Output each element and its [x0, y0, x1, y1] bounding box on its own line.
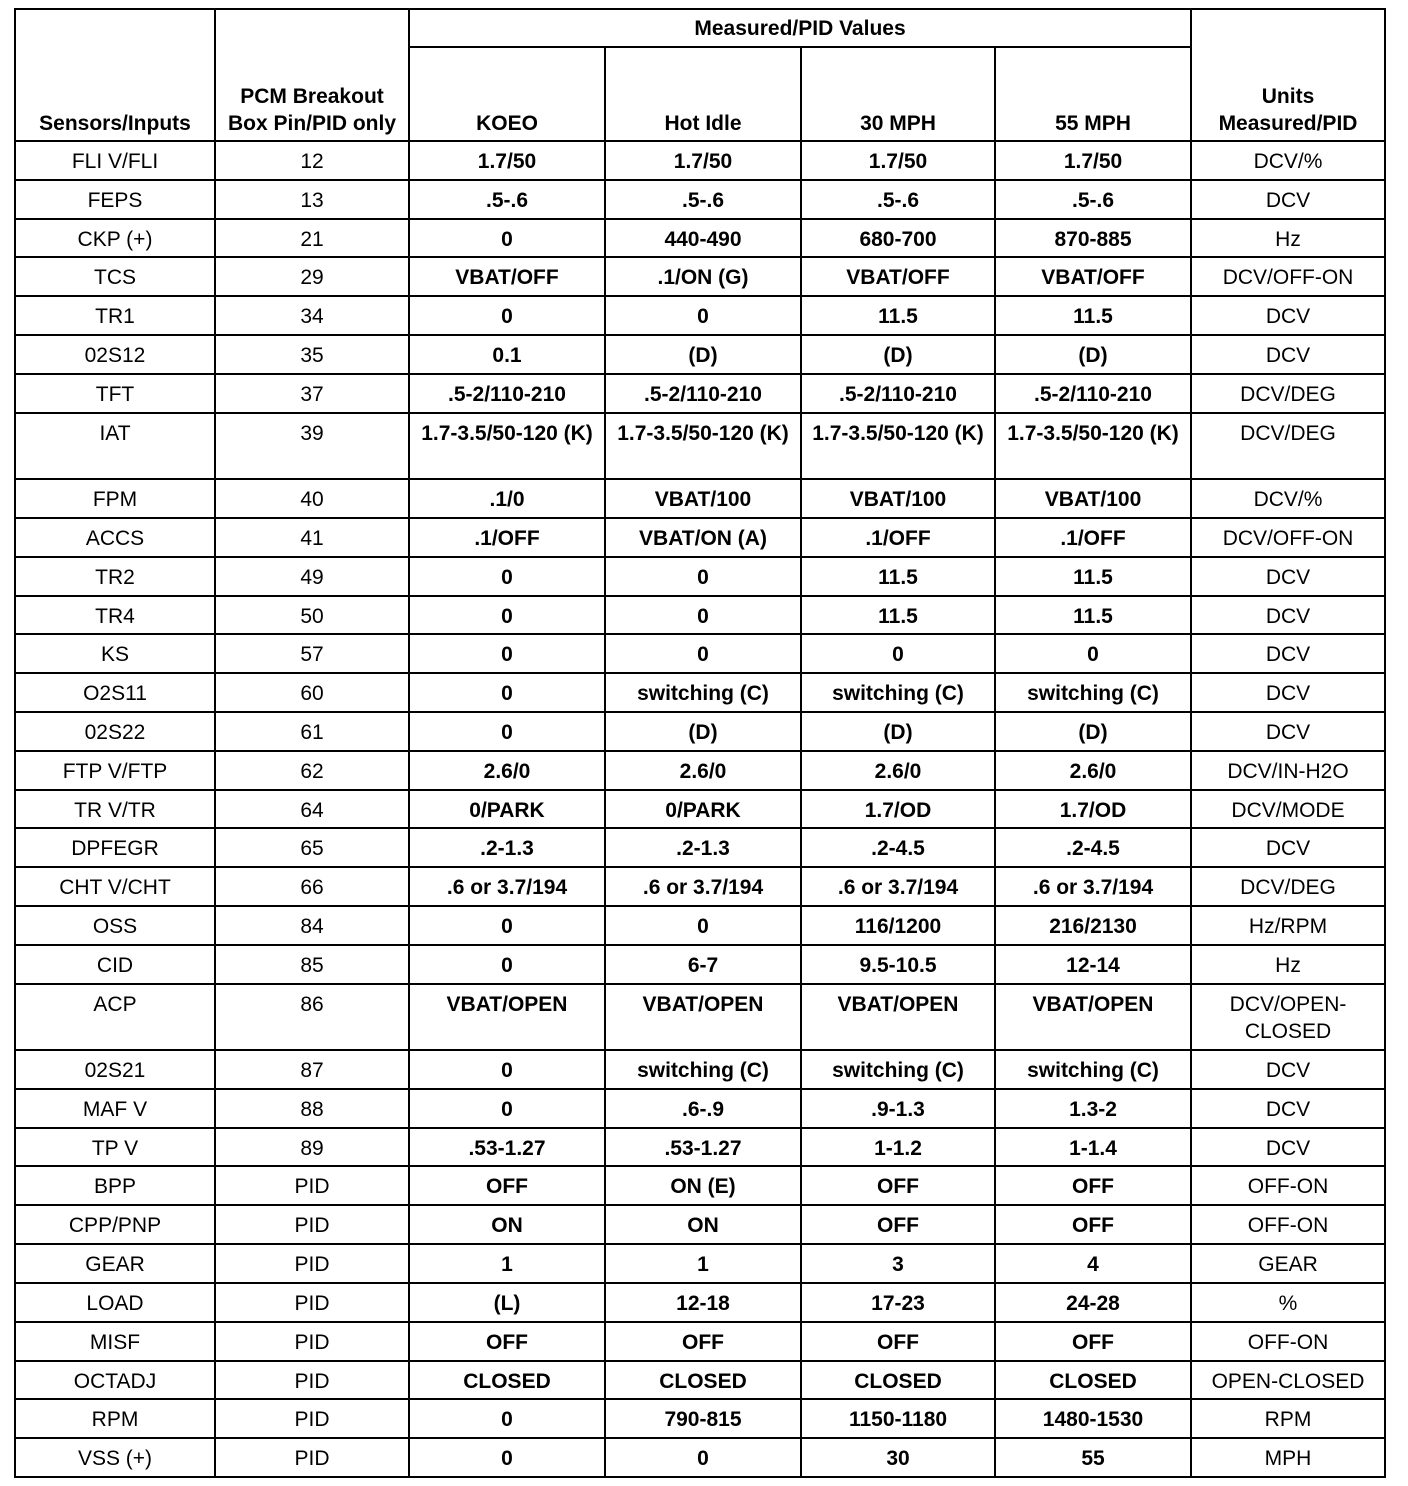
koeo-value-cell: 0 [409, 557, 605, 596]
sensor-input-cell: TR4 [15, 596, 215, 635]
sensor-input-cell: FLI V/FLI [15, 141, 215, 180]
table-row [15, 867, 1385, 906]
pcm-pin-cell: 86 [215, 984, 409, 1050]
mph55-value-cell: 1.7-3.5/50-120 (K) [995, 413, 1191, 479]
units-cell: OFF-ON [1191, 1205, 1385, 1244]
koeo-value-cell: (L) [409, 1283, 605, 1322]
hot-idle-value-cell: 1.7-3.5/50-120 (K) [605, 413, 801, 479]
mph55-value-cell: VBAT/OFF [995, 257, 1191, 296]
table-row [15, 1322, 1385, 1361]
sensor-input-cell: 02S21 [15, 1050, 215, 1089]
sensor-input-cell: TR V/TR [15, 790, 215, 829]
hot-idle-value-cell: .53-1.27 [605, 1128, 801, 1167]
mph30-value-cell: 9.5-10.5 [801, 945, 995, 984]
table-row [15, 1283, 1385, 1322]
sensor-input-cell: LOAD [15, 1283, 215, 1322]
hot-idle-value-cell: .2-1.3 [605, 828, 801, 867]
header-55-mph: 55 MPH [995, 47, 1191, 141]
hot-idle-value-cell: 790-815 [605, 1399, 801, 1438]
mph30-value-cell: 0 [801, 634, 995, 673]
koeo-value-cell: .1/0 [409, 479, 605, 518]
mph30-value-cell: 116/1200 [801, 906, 995, 945]
table-row [15, 1166, 1385, 1205]
mph30-value-cell: (D) [801, 335, 995, 374]
mph55-value-cell: 12-14 [995, 945, 1191, 984]
koeo-value-cell: 1.7/50 [409, 141, 605, 180]
sensor-input-cell: BPP [15, 1166, 215, 1205]
table-row [15, 518, 1385, 557]
mph30-value-cell: 1.7/OD [801, 790, 995, 829]
sensor-input-cell: ACCS [15, 518, 215, 557]
mph55-value-cell: .2-4.5 [995, 828, 1191, 867]
mph55-value-cell: .5-2/110-210 [995, 374, 1191, 413]
sensor-input-cell: IAT [15, 413, 215, 479]
pcm-pin-cell: 61 [215, 712, 409, 751]
mph55-value-cell: 216/2130 [995, 906, 1191, 945]
table-row [15, 1399, 1385, 1438]
pcm-pin-cell: 65 [215, 828, 409, 867]
units-cell: DCV [1191, 1050, 1385, 1089]
table-row [15, 219, 1385, 258]
mph55-value-cell: (D) [995, 335, 1191, 374]
mph30-value-cell: (D) [801, 712, 995, 751]
koeo-value-cell: 0/PARK [409, 790, 605, 829]
mph55-value-cell: VBAT/100 [995, 479, 1191, 518]
units-cell: Hz [1191, 945, 1385, 984]
koeo-value-cell: 0 [409, 1089, 605, 1128]
hot-idle-value-cell: 2.6/0 [605, 751, 801, 790]
hot-idle-value-cell: 0 [605, 906, 801, 945]
pcm-pin-cell: 35 [215, 335, 409, 374]
koeo-value-cell: 1 [409, 1244, 605, 1283]
koeo-value-cell: 0 [409, 712, 605, 751]
mph30-value-cell: .1/OFF [801, 518, 995, 557]
table-row [15, 1128, 1385, 1167]
units-cell: DCV/OFF-ON [1191, 257, 1385, 296]
pcm-pin-cell: 40 [215, 479, 409, 518]
sensor-input-cell: CKP (+) [15, 219, 215, 258]
pcm-pin-cell: 60 [215, 673, 409, 712]
pcm-pin-cell: PID [215, 1322, 409, 1361]
header-units-measured: Units Measured/PID [1191, 9, 1385, 141]
mph55-value-cell: 55 [995, 1438, 1191, 1477]
units-cell: DCV [1191, 634, 1385, 673]
koeo-value-cell: CLOSED [409, 1361, 605, 1400]
pcm-pin-cell: 21 [215, 219, 409, 258]
mph30-value-cell: VBAT/100 [801, 479, 995, 518]
koeo-value-cell: 0 [409, 673, 605, 712]
koeo-value-cell: 1.7-3.5/50-120 (K) [409, 413, 605, 479]
table-row [15, 557, 1385, 596]
sensor-input-cell: MAF V [15, 1089, 215, 1128]
mph55-value-cell: 1.7/50 [995, 141, 1191, 180]
units-cell: DCV [1191, 1128, 1385, 1167]
koeo-value-cell: VBAT/OPEN [409, 984, 605, 1050]
koeo-value-cell: 0 [409, 296, 605, 335]
mph30-value-cell: OFF [801, 1166, 995, 1205]
koeo-value-cell: 0 [409, 219, 605, 258]
units-cell: DCV [1191, 712, 1385, 751]
table-row [15, 712, 1385, 751]
mph55-value-cell: 2.6/0 [995, 751, 1191, 790]
units-cell: DCV [1191, 296, 1385, 335]
mph30-value-cell: VBAT/OFF [801, 257, 995, 296]
sensor-input-cell: FTP V/FTP [15, 751, 215, 790]
table-row [15, 790, 1385, 829]
sensor-input-cell: 02S22 [15, 712, 215, 751]
pcm-pin-cell: 41 [215, 518, 409, 557]
mph55-value-cell: 11.5 [995, 596, 1191, 635]
mph30-value-cell: 11.5 [801, 557, 995, 596]
pcm-pin-cell: 34 [215, 296, 409, 335]
mph30-value-cell: 11.5 [801, 596, 995, 635]
units-cell: OPEN-CLOSED [1191, 1361, 1385, 1400]
pcm-pin-cell: 12 [215, 141, 409, 180]
pcm-pin-cell: 84 [215, 906, 409, 945]
mph55-value-cell: 11.5 [995, 296, 1191, 335]
pcm-pin-cell: 57 [215, 634, 409, 673]
mph55-value-cell: switching (C) [995, 1050, 1191, 1089]
mph30-value-cell: VBAT/OPEN [801, 984, 995, 1050]
pcm-pin-cell: 89 [215, 1128, 409, 1167]
pcm-pin-cell: PID [215, 1205, 409, 1244]
mph55-value-cell: 24-28 [995, 1283, 1191, 1322]
units-cell: DCV/IN-H2O [1191, 751, 1385, 790]
koeo-value-cell: OFF [409, 1322, 605, 1361]
units-cell: DCV/DEG [1191, 374, 1385, 413]
hot-idle-value-cell: .5-2/110-210 [605, 374, 801, 413]
mph30-value-cell: 680-700 [801, 219, 995, 258]
mph55-value-cell: .1/OFF [995, 518, 1191, 557]
table-row [15, 596, 1385, 635]
koeo-value-cell: .6 or 3.7/194 [409, 867, 605, 906]
units-cell: Hz [1191, 219, 1385, 258]
mph55-value-cell: 0 [995, 634, 1191, 673]
mph55-value-cell: 4 [995, 1244, 1191, 1283]
hot-idle-value-cell: (D) [605, 335, 801, 374]
units-cell: RPM [1191, 1399, 1385, 1438]
koeo-value-cell: VBAT/OFF [409, 257, 605, 296]
units-cell: DCV [1191, 180, 1385, 219]
table-body [15, 141, 1385, 1477]
hot-idle-value-cell: 1.7/50 [605, 141, 801, 180]
koeo-value-cell: .53-1.27 [409, 1128, 605, 1167]
mph55-value-cell: 870-885 [995, 219, 1191, 258]
mph55-value-cell: OFF [995, 1166, 1191, 1205]
table-row [15, 257, 1385, 296]
header-hot-idle: Hot Idle [605, 47, 801, 141]
hot-idle-value-cell: 0 [605, 634, 801, 673]
table-row [15, 1244, 1385, 1283]
table-row [15, 296, 1385, 335]
hot-idle-value-cell: VBAT/ON (A) [605, 518, 801, 557]
hot-idle-value-cell: switching (C) [605, 1050, 801, 1089]
pcm-pin-cell: 50 [215, 596, 409, 635]
sensor-input-cell: TP V [15, 1128, 215, 1167]
hot-idle-value-cell: .5-.6 [605, 180, 801, 219]
units-cell: DCV [1191, 673, 1385, 712]
table-row [15, 374, 1385, 413]
sensor-input-cell: FEPS [15, 180, 215, 219]
table-row [15, 945, 1385, 984]
units-cell: DCV/DEG [1191, 413, 1385, 479]
sensor-input-cell: OSS [15, 906, 215, 945]
hot-idle-value-cell: VBAT/OPEN [605, 984, 801, 1050]
sensor-input-cell: FPM [15, 479, 215, 518]
mph30-value-cell: 1.7/50 [801, 141, 995, 180]
pcm-pin-cell: 85 [215, 945, 409, 984]
table-row [15, 906, 1385, 945]
units-cell: DCV/% [1191, 141, 1385, 180]
mph30-value-cell: 2.6/0 [801, 751, 995, 790]
mph30-value-cell: .5-.6 [801, 180, 995, 219]
hot-idle-value-cell: 440-490 [605, 219, 801, 258]
sensor-input-cell: TFT [15, 374, 215, 413]
koeo-value-cell: .5-.6 [409, 180, 605, 219]
mph55-value-cell: (D) [995, 712, 1191, 751]
koeo-value-cell: 0 [409, 634, 605, 673]
sensor-input-cell: MISF [15, 1322, 215, 1361]
pcm-pin-cell: PID [215, 1283, 409, 1322]
pcm-pin-cell: PID [215, 1361, 409, 1400]
pid-values-table [14, 8, 1386, 1478]
units-cell: DCV/OPEN-CLOSED [1191, 984, 1385, 1050]
hot-idle-value-cell: 0/PARK [605, 790, 801, 829]
koeo-value-cell: 2.6/0 [409, 751, 605, 790]
mph55-value-cell: 1.3-2 [995, 1089, 1191, 1128]
mph55-value-cell: VBAT/OPEN [995, 984, 1191, 1050]
pcm-pin-cell: 62 [215, 751, 409, 790]
koeo-value-cell: 0 [409, 1438, 605, 1477]
sensor-input-cell: CID [15, 945, 215, 984]
units-cell: DCV/DEG [1191, 867, 1385, 906]
units-cell: Hz/RPM [1191, 906, 1385, 945]
hot-idle-value-cell: (D) [605, 712, 801, 751]
mph55-value-cell: 1-1.4 [995, 1128, 1191, 1167]
mph55-value-cell: OFF [995, 1205, 1191, 1244]
hot-idle-value-cell: CLOSED [605, 1361, 801, 1400]
sensor-input-cell: TR2 [15, 557, 215, 596]
table-row [15, 673, 1385, 712]
header-measured-pid-values: Measured/PID Values [409, 9, 1191, 47]
hot-idle-value-cell: VBAT/100 [605, 479, 801, 518]
header-pcm-breakout-box: PCM Breakout Box Pin/PID only [215, 9, 409, 141]
units-cell: GEAR [1191, 1244, 1385, 1283]
koeo-value-cell: 0 [409, 906, 605, 945]
mph55-value-cell: .5-.6 [995, 180, 1191, 219]
units-cell: DCV [1191, 596, 1385, 635]
hot-idle-value-cell: 0 [605, 557, 801, 596]
units-cell: DCV/% [1191, 479, 1385, 518]
mph30-value-cell: 17-23 [801, 1283, 995, 1322]
mph55-value-cell: .6 or 3.7/194 [995, 867, 1191, 906]
table-row [15, 1089, 1385, 1128]
table-row [15, 180, 1385, 219]
hot-idle-value-cell: 6-7 [605, 945, 801, 984]
mph30-value-cell: 30 [801, 1438, 995, 1477]
koeo-value-cell: 0 [409, 596, 605, 635]
hot-idle-value-cell: 1 [605, 1244, 801, 1283]
sensor-input-cell: VSS (+) [15, 1438, 215, 1477]
koeo-value-cell: .2-1.3 [409, 828, 605, 867]
pcm-pin-cell: PID [215, 1399, 409, 1438]
units-cell: MPH [1191, 1438, 1385, 1477]
pcm-pin-cell: 39 [215, 413, 409, 479]
table-row [15, 1438, 1385, 1477]
table-row [15, 828, 1385, 867]
mph30-value-cell: 1-1.2 [801, 1128, 995, 1167]
mph55-value-cell: switching (C) [995, 673, 1191, 712]
units-cell: DCV [1191, 1089, 1385, 1128]
pcm-pin-cell: PID [215, 1438, 409, 1477]
hot-idle-value-cell: switching (C) [605, 673, 801, 712]
pcm-pin-cell: 37 [215, 374, 409, 413]
hot-idle-value-cell: 0 [605, 296, 801, 335]
table-row [15, 1205, 1385, 1244]
mph30-value-cell: 11.5 [801, 296, 995, 335]
units-cell: DCV [1191, 557, 1385, 596]
sensor-input-cell: CPP/PNP [15, 1205, 215, 1244]
pcm-pin-cell: 88 [215, 1089, 409, 1128]
hot-idle-value-cell: ON (E) [605, 1166, 801, 1205]
mph55-value-cell: 1480-1530 [995, 1399, 1191, 1438]
mph30-value-cell: 1.7-3.5/50-120 (K) [801, 413, 995, 479]
header-sensors-inputs: Sensors/Inputs [15, 9, 215, 141]
mph30-value-cell: CLOSED [801, 1361, 995, 1400]
koeo-value-cell: ON [409, 1205, 605, 1244]
sensor-input-cell: RPM [15, 1399, 215, 1438]
units-cell: % [1191, 1283, 1385, 1322]
mph55-value-cell: 1.7/OD [995, 790, 1191, 829]
table-row [15, 479, 1385, 518]
units-cell: DCV/OFF-ON [1191, 518, 1385, 557]
mph30-value-cell: .6 or 3.7/194 [801, 867, 995, 906]
hot-idle-value-cell: 0 [605, 596, 801, 635]
mph30-value-cell: 3 [801, 1244, 995, 1283]
header-30-mph: 30 MPH [801, 47, 995, 141]
pcm-pin-cell: 49 [215, 557, 409, 596]
mph30-value-cell: switching (C) [801, 673, 995, 712]
mph55-value-cell: 11.5 [995, 557, 1191, 596]
sensor-input-cell: DPFEGR [15, 828, 215, 867]
mph30-value-cell: .5-2/110-210 [801, 374, 995, 413]
pcm-pin-cell: 29 [215, 257, 409, 296]
mph30-value-cell: OFF [801, 1322, 995, 1361]
sensor-input-cell: KS [15, 634, 215, 673]
table-row [15, 1361, 1385, 1400]
pcm-pin-cell: PID [215, 1244, 409, 1283]
sensor-input-cell: 02S12 [15, 335, 215, 374]
mph30-value-cell: switching (C) [801, 1050, 995, 1089]
mph30-value-cell: OFF [801, 1205, 995, 1244]
units-cell: OFF-ON [1191, 1322, 1385, 1361]
hot-idle-value-cell: 0 [605, 1438, 801, 1477]
koeo-value-cell: OFF [409, 1166, 605, 1205]
table-row [15, 634, 1385, 673]
mph30-value-cell: .2-4.5 [801, 828, 995, 867]
mph30-value-cell: .9-1.3 [801, 1089, 995, 1128]
pcm-pin-cell: 87 [215, 1050, 409, 1089]
koeo-value-cell: .1/OFF [409, 518, 605, 557]
hot-idle-value-cell: OFF [605, 1322, 801, 1361]
units-cell: OFF-ON [1191, 1166, 1385, 1205]
table-row [15, 141, 1385, 180]
table-row [15, 1050, 1385, 1089]
sensor-input-cell: ACP [15, 984, 215, 1050]
hot-idle-value-cell: .1/ON (G) [605, 257, 801, 296]
hot-idle-value-cell: .6-.9 [605, 1089, 801, 1128]
table-row [15, 751, 1385, 790]
mph30-value-cell: 1150-1180 [801, 1399, 995, 1438]
pcm-pin-cell: PID [215, 1166, 409, 1205]
units-cell: DCV [1191, 335, 1385, 374]
koeo-value-cell: 0.1 [409, 335, 605, 374]
hot-idle-value-cell: .6 or 3.7/194 [605, 867, 801, 906]
sensor-input-cell: TR1 [15, 296, 215, 335]
table-row [15, 984, 1385, 1050]
mph55-value-cell: CLOSED [995, 1361, 1191, 1400]
units-cell: DCV/MODE [1191, 790, 1385, 829]
mph55-value-cell: OFF [995, 1322, 1191, 1361]
units-cell: DCV [1191, 828, 1385, 867]
table-row [15, 335, 1385, 374]
koeo-value-cell: 0 [409, 945, 605, 984]
hot-idle-value-cell: ON [605, 1205, 801, 1244]
table-row [15, 413, 1385, 479]
pcm-pin-cell: 64 [215, 790, 409, 829]
pcm-pin-cell: 13 [215, 180, 409, 219]
pcm-pin-cell: 66 [215, 867, 409, 906]
sensor-input-cell: CHT V/CHT [15, 867, 215, 906]
koeo-value-cell: 0 [409, 1050, 605, 1089]
koeo-value-cell: .5-2/110-210 [409, 374, 605, 413]
sensor-input-cell: TCS [15, 257, 215, 296]
header-koeo: KOEO [409, 47, 605, 141]
sensor-input-cell: OCTADJ [15, 1361, 215, 1400]
sensor-input-cell: GEAR [15, 1244, 215, 1283]
hot-idle-value-cell: 12-18 [605, 1283, 801, 1322]
koeo-value-cell: 0 [409, 1399, 605, 1438]
sensor-input-cell: O2S11 [15, 673, 215, 712]
